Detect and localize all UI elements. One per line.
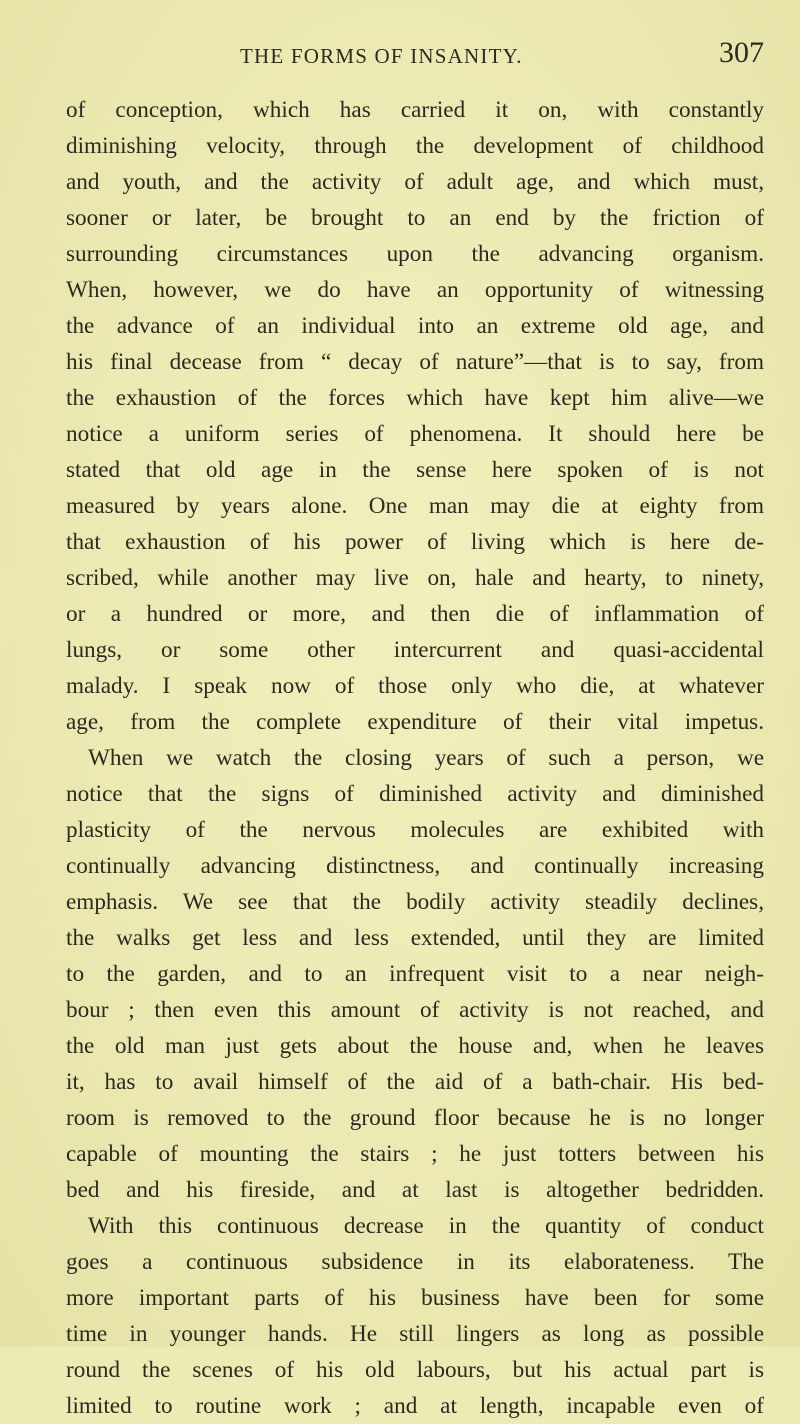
text-line: malady. I speak now of those only who die, at whatever — [66, 673, 764, 699]
text-line: or a hundred or more, and then die of inflammation of — [66, 601, 764, 627]
text-line: that exhaustion of his power of living which is here de- — [66, 529, 764, 555]
text-line: stated that old age in the sense here spoken of is not — [66, 457, 764, 483]
text-line: surrounding circumstances upon the advancing organism. — [66, 241, 764, 267]
text-line: room is removed to the ground floor because he is no longer — [66, 1105, 764, 1131]
text-line: notice a uniform series of phenomena. It should here be — [66, 421, 764, 447]
text-line: sooner or later, be brought to an end by the friction of — [66, 205, 764, 231]
text-line: capable of mounting the stairs ; he just totters between his — [66, 1141, 764, 1167]
text-line: lungs, or some other intercurrent and quasi-accidental — [66, 637, 764, 663]
text-line: his final decease from “ decay of nature”—that is to say, from — [66, 349, 764, 375]
text-line: emphasis. We see that the bodily activity steadily declines, — [66, 889, 764, 915]
text-line: When, however, we do have an opportunity of witnessing — [66, 277, 764, 303]
page-number: 307 — [719, 36, 764, 69]
text-line: goes a continuous subsidence in its elaborateness. The — [66, 1249, 764, 1275]
text-line: time in younger hands. He still lingers as long as possible — [66, 1321, 764, 1347]
text-line: to the garden, and to an infrequent visit to a near neigh- — [66, 961, 764, 987]
body-text — [66, 92, 764, 1424]
text-line: measured by years alone. One man may die at eighty from — [66, 493, 764, 519]
text-line: more important parts of his business have been for some — [66, 1285, 764, 1311]
text-line: the walks get less and less extended, until they are limited — [66, 925, 764, 951]
text-line: plasticity of the nervous molecules are exhibited with — [66, 817, 764, 843]
text-line: continually advancing distinctness, and continually increasing — [66, 853, 764, 879]
text-line: bed and his fireside, and at last is altogether bedridden. — [66, 1177, 764, 1203]
text-line: With this continuous decrease in the quantity of conduct — [88, 1213, 764, 1239]
text-line: the advance of an individual into an extreme old age, and — [66, 313, 764, 339]
text-line: scribed, while another may live on, hale and hearty, to ninety, — [66, 565, 764, 591]
text-line: limited to routine work ; and at length, incapable even of — [66, 1393, 764, 1419]
running-title: THE FORMS OF INSANITY. — [240, 44, 523, 68]
text-line: the old man just gets about the house and, when he leaves — [66, 1033, 764, 1059]
text-line: it, has to avail himself of the aid of a bath-chair. His bed- — [66, 1069, 764, 1095]
text-line: diminishing velocity, through the development of childhood — [66, 133, 764, 159]
text-line: of conception, which has carried it on, with constantly — [66, 97, 764, 123]
page-header — [66, 34, 764, 74]
text-line: round the scenes of his old labours, but his actual part is — [66, 1357, 764, 1383]
text-line: and youth, and the activity of adult age, and which must, — [66, 169, 764, 195]
text-line: the exhaustion of the forces which have kept him alive—we — [66, 385, 764, 411]
text-line: age, from the complete expenditure of their vital impetus. — [66, 709, 764, 735]
text-line: When we watch the closing years of such a person, we — [88, 745, 764, 771]
text-line: bour ; then even this amount of activity is not reached, and — [66, 997, 764, 1023]
text-line: notice that the signs of diminished activity and diminished — [66, 781, 764, 807]
